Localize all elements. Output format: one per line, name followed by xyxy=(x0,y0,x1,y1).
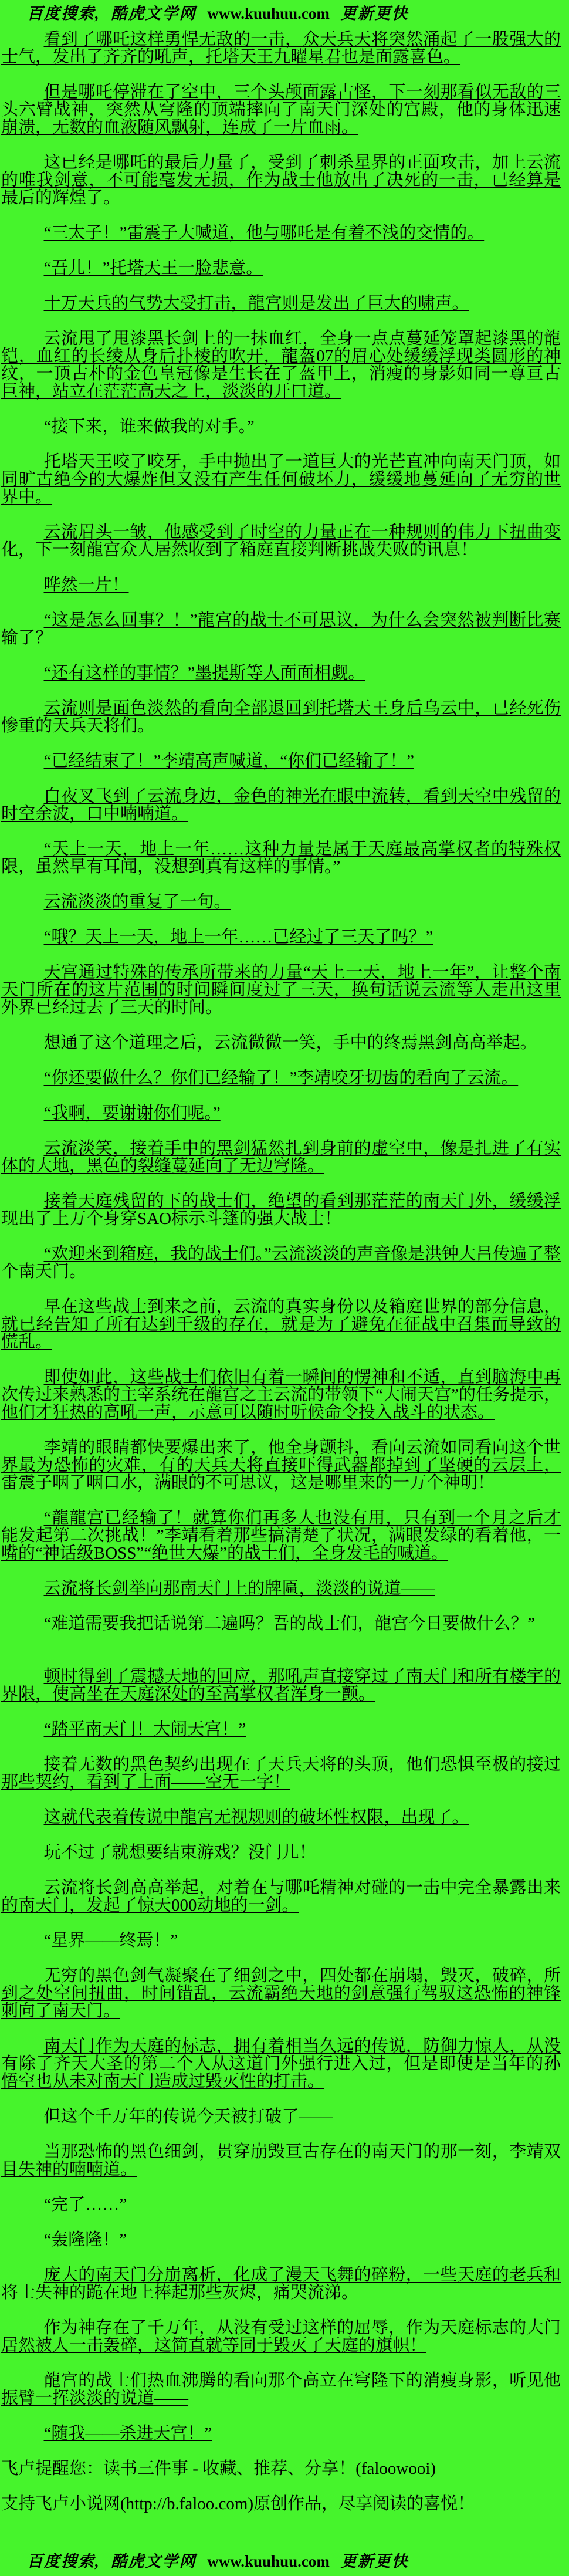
paragraph: 无穷的黑色剑气凝聚在了细剑之中，四处都在崩塌，毁灭，破碎，所到之处空间扭曲，时间错乱，云流霸绝天地的剑意强行驾驭这恐怖的神锋刺向了南天门。 xyxy=(1,1966,561,2020)
paragraph: 早在这些战士到来之前，云流的真实身份以及箱庭世界的部分信息，就已经告知了所有达到千级的存在，就是为了避免在征战中召集而导致的慌乱。 xyxy=(1,1297,561,1351)
paragraph: “还有这样的事情？”墨提斯等人面面相觑。 xyxy=(43,664,365,682)
watermark-tagline: 更新更快 xyxy=(340,5,409,22)
footer-notice: 支持飞卢小说网(http://b.faloo.com)原创作品，尽享阅读的喜悦！ xyxy=(1,2494,475,2513)
paragraph: 玩不过了就想要结束游戏？没门儿！ xyxy=(43,1843,316,1862)
paragraph: 这已经是哪吒的最后力量了，受到了刺杀星界的正面攻击，加上云流的唯我剑意，不可能毫发无损，作为战士他放出了决死的一击，已经算是最后的辉煌了。 xyxy=(1,153,561,207)
paragraph: 十万天兵的气势大受打击，龍宫则是发出了巨大的啸声。 xyxy=(43,294,469,313)
paragraph: “随我——杀进天宫！” xyxy=(43,2424,212,2443)
paragraph: 但这个千万年的传说今天被打破了—— xyxy=(43,2107,333,2126)
paragraph: 白夜叉飞到了云流身边，金色的神光在眼中流转，看到天空中残留的时空余波，口中喃喃道。 xyxy=(1,787,561,823)
paragraph: “轰隆隆！” xyxy=(43,2230,127,2249)
paragraph: 天宫通过特殊的传承所带来的力量“天上一天，地上一年”，让整个南天门所在的这片范围的时间瞬间度过了三天，换句话说云流等人走出这里外界已经过去了三天的时间。 xyxy=(1,963,561,1017)
paragraph: 即使如此，这些战士们依旧有着一瞬间的愣神和不适，直到脑海中再次传过来熟悉的主宰系统在龍宫之主云流的带领下“大闹天宫”的任务提示，他们才狂热的高吼一声，示意可以随时听候命令投入战斗的状态。 xyxy=(1,1368,561,1422)
paragraph: “我啊，要谢谢你们呢。” xyxy=(43,1104,221,1123)
paragraph: “难道需要我把话说第二遍吗？吾的战士们，龍宫今日要做什么？” xyxy=(43,1614,536,1633)
paragraph: 云流甩了甩漆黑长剑上的一抹血红，全身一点点蔓延笼罩起漆黑的龍铠，血红的长绫从身后扑棱的吹开，龍盔07的眉心处缓缓浮现类圆形的神纹，一顶古朴的金色皇冠像是生长在了盔甲上，消瘦的身影如同一尊亘古巨神，站立在茫茫高天之上，淡淡的开口道。 xyxy=(1,329,561,401)
paragraph: 云流淡淡的重复了一句。 xyxy=(43,893,231,911)
paragraph-spacer xyxy=(1,1650,561,1668)
paragraph: “龍龍宫已经输了！就算你们再多人也没有用，只有到一个月之后才能发起第二次挑战！”李靖看着那些搞清楚了状况，满眼发绿的看着他，一嘴的“神话级BOSS”“绝世大爆”的战士们，全身发毛的喊道。 xyxy=(1,1509,561,1563)
watermark-search-text: 百度搜索, xyxy=(27,2553,100,2570)
paragraph: 这就代表着传说中龍宫无视规则的破坏性权限，出现了。 xyxy=(43,1808,469,1827)
paragraph: 作为神存在了千万年，从没有受过这样的屈辱，作为天庭标志的大门居然被人一击轰碎，这简直就等同于毁灭了天庭的旗帜！ xyxy=(1,2318,561,2355)
paragraph: 托塔天王咬了咬牙，手中抛出了一道巨大的光芒直冲向南天门顶，如同旷古绝今的大爆炸但又没有产生任何破坏力，缓缓地蔓延向了无穷的世界中。 xyxy=(1,452,561,506)
paragraph: “你还要做什么？你们已经输了！”李靖咬牙切齿的看向了云流。 xyxy=(43,1069,519,1087)
paragraph: 李靖的眼睛都快要爆出来了，他全身颤抖，看向云流如同看向这个世界最为恐怖的灾难，有的天兵天将直接吓得武器都掉到了坚硬的云层上，雷震子咽了咽口水，满眼的不可思议，这是哪里来的一万个神明！ xyxy=(1,1438,561,1492)
watermark-site-name: 酷虎文学网 xyxy=(111,5,197,22)
paragraph: 但是哪吒停滞在了空中，三个头颅面露古怪，下一刻那看似无敌的三头六臂战神，突然从穹隆的顶端摔向了南天门深处的宫殿，他的身体迅速崩溃，无数的血液随风飘射，连成了一片血雨。 xyxy=(1,83,561,137)
paragraph: “已经结束了！”李靖高声喊道，“你们已经输了！” xyxy=(43,752,414,770)
paragraph: 云流眉头一皱，他感受到了时空的力量正在一种规则的伟力下扭曲变化，下一刻龍宫众人居然收到了箱庭直接判断挑战失败的讯息！ xyxy=(1,523,561,559)
paragraph: 云流将长剑高高举起，对着在与哪吒精神对碰的一击中完全暴露出来的南天门，发起了惊天000动地的一剑。 xyxy=(1,1878,561,1915)
paragraph: 哗然一片！ xyxy=(43,576,129,594)
chapter-text xyxy=(0,23,569,2513)
watermark-tagline: 更新更快 xyxy=(340,2553,409,2570)
paragraph: 接着无数的黑色契约出现在了天兵天将的头顶，他们恐惧至极的接过那些契约，看到了上面——空无一字！ xyxy=(1,1755,561,1791)
paragraph: “吾儿！”托塔天王一脸悲意。 xyxy=(43,259,263,278)
site-watermark-header xyxy=(0,0,569,23)
paragraph: “踏平南天门！大闹天宫！” xyxy=(43,1720,246,1739)
paragraph: 想通了这个道理之后，云流微微一笑，手中的终焉黑剑高高举起。 xyxy=(43,1033,537,1052)
paragraph: “星界——终焉！” xyxy=(43,1931,178,1950)
watermark-site-url: www.kuuhuu.com xyxy=(207,5,330,22)
paragraph: 南天门作为天庭的标志，拥有着相当久远的传说，防御力惊人，从没有除了齐天大圣的第二个人从这道门外强行进入过，但是即使是当年的孙悟空也从未对南天门造成过毁灭性的打击。 xyxy=(1,2037,561,2091)
paragraph: 云流淡笑，接着手中的黑剑猛然扎到身前的虚空中，像是扎进了有实体的大地，黑色的裂缝蔓延向了无边穹隆。 xyxy=(1,1139,561,1175)
paragraph: “三太子！”雷震子大喊道，他与哪吒是有着不浅的交情的。 xyxy=(43,224,485,242)
paragraph: “欢迎来到箱庭，我的战士们。”云流淡淡的声音像是洪钟大吕传遍了整个南天门。 xyxy=(1,1245,561,1281)
watermark-site-name: 酷虎文学网 xyxy=(111,2553,197,2570)
footer-notice: 飞卢提醒您：读书三件事 - 收藏、推荐、分享！(faloowooi) xyxy=(1,2459,436,2478)
paragraph: “这是怎么回事？！”龍宫的战士不可思议，为什么会突然被判断比赛输了？ xyxy=(1,611,561,647)
paragraph: 云流将长剑举向那南天门上的牌匾，淡淡的说道—— xyxy=(43,1579,435,1598)
paragraph: 看到了哪吒这样勇悍无敌的一击，众天兵天将突然涌起了一股强大的士气，发出了齐齐的吼声，托塔天王九曜星君也是面露喜色。 xyxy=(1,30,561,66)
paragraph: 龍宫的战士们热血沸腾的看向那个高立在穹隆下的消瘦身影，听见他振臂一挥淡淡的说道—— xyxy=(1,2371,561,2408)
site-watermark-footer xyxy=(0,2548,415,2571)
paragraph: “接下来，谁来做我的对手。” xyxy=(43,417,255,436)
watermark-site-url: www.kuuhuu.com xyxy=(207,2553,330,2570)
paragraph: 当那恐怖的黑色细剑，贯穿崩毁亘古存在的南天门的那一刻，李靖双目失神的喃喃道。 xyxy=(1,2142,561,2179)
paragraph: “完了……” xyxy=(43,2195,127,2214)
paragraph: 庞大的南天门分崩离析，化成了漫天飞舞的碎粉，一些天庭的老兵和将士失神的跪在地上捧起那些灰烬，痛哭流涕。 xyxy=(1,2266,561,2302)
paragraph: “哦？天上一天，地上一年……已经过了三天了吗？” xyxy=(43,928,433,946)
paragraph: “天上一天，地上一年……这种力量是属于天庭最高掌权者的特殊权限，虽然早有耳闻，没想到真有这样的事情。” xyxy=(1,840,561,876)
paragraph: 云流则是面色淡然的看向全部退回到托塔天王身后乌云中，已经死伤惨重的天兵天将们。 xyxy=(1,699,561,735)
watermark-search-text: 百度搜索, xyxy=(27,5,100,22)
paragraph: 顿时得到了震撼天地的回应，那吼声直接穿过了南天门和所有楼宇的界限，使高坐在天庭深处的至高掌权者浑身一颤。 xyxy=(1,1667,561,1703)
paragraph: 接着天庭残留的下的战士们，绝望的看到那茫茫的南天门外，缓缓浮现出了上万个身穿SAO标示斗篷的强大战士！ xyxy=(1,1192,561,1228)
